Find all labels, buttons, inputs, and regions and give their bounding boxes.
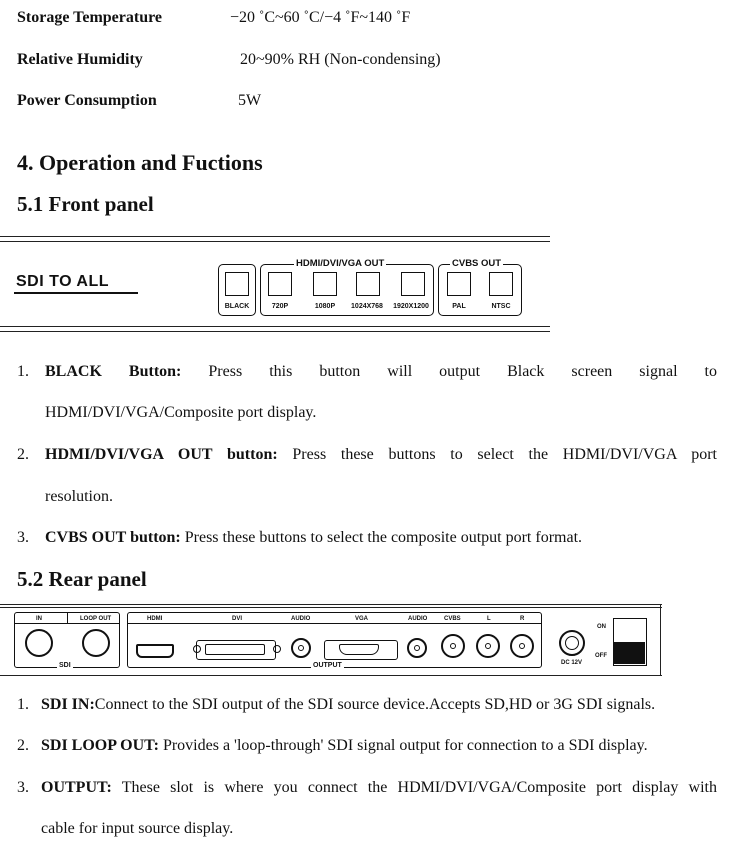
hdmi-out-group-title: HDMI/DVI/VGA OUT — [296, 258, 385, 269]
rear-item-3-num: 3. — [17, 779, 29, 796]
720p-button[interactable] — [268, 272, 292, 296]
sdi-in-label: IN — [36, 616, 42, 622]
front-item-1 — [45, 362, 717, 382]
front-brand-label: SDI TO ALL — [16, 273, 109, 290]
dvi-label: DVI — [232, 616, 243, 622]
rear-item-3-cont: cable for input source display. — [41, 820, 234, 837]
rear-item-3 — [41, 778, 717, 798]
ntsc-label: NTSC — [491, 303, 511, 310]
l-label: L — [487, 616, 491, 622]
audio-label-1: AUDIO — [291, 616, 311, 622]
spec-value-relative-humidity: 20~90% RH (Non-condensing) — [240, 51, 441, 68]
rear-item-1 — [41, 695, 655, 715]
ntsc-button[interactable] — [489, 272, 513, 296]
dc-12v-label: DC 12V — [561, 660, 583, 666]
1920x1200-button[interactable] — [401, 272, 425, 296]
spec-label-relative-humidity: Relative Humidity — [17, 51, 143, 68]
cvbs-out-group-title: CVBS OUT — [452, 258, 502, 269]
front-item-2-cont: resolution. — [45, 488, 113, 505]
dvi-port[interactable] — [196, 640, 276, 660]
rear-panel-diagram — [0, 604, 662, 676]
audio-r-port[interactable] — [510, 634, 534, 658]
audio-jack-2[interactable] — [407, 638, 427, 658]
rear-item-2 — [41, 736, 648, 756]
power-switch[interactable] — [613, 618, 647, 666]
sdi-loop-out-port[interactable] — [82, 629, 110, 657]
front-item-3-num: 3. — [17, 529, 29, 546]
front-item-3-term: CVBS OUT button: — [45, 529, 181, 546]
cvbs-label: CVBS — [444, 616, 461, 622]
vga-label: VGA — [355, 616, 369, 622]
front-item-1-term: BLACK Button: — [45, 363, 182, 380]
sdi-group-label: SDI — [59, 662, 71, 669]
black-button[interactable] — [225, 272, 249, 296]
front-item-2-text: Press these buttons to select the HDMI/DVI/VGA port — [292, 446, 718, 463]
1920x1200-label: 1920X1200 — [393, 303, 429, 310]
sdi-in-port[interactable] — [25, 629, 53, 657]
section-4-heading — [17, 150, 263, 176]
rear-item-3-text: These slot is where you connect the HDMI/DVI/VGA/Composite port display with — [121, 779, 718, 796]
spec-value-storage-temperature: −20 ˚C~60 ˚C/−4 ˚F~140 ˚F — [230, 9, 411, 26]
1080p-button[interactable] — [313, 272, 337, 296]
front-item-2-term: HDMI/DVI/VGA OUT button: — [45, 446, 278, 463]
rear-item-2-num: 2. — [17, 737, 29, 754]
front-item-1-num: 1. — [17, 363, 29, 380]
hdmi-label: HDMI — [147, 616, 163, 622]
audio-label-2: AUDIO — [408, 616, 428, 622]
vga-port[interactable] — [324, 640, 398, 660]
cvbs-port[interactable] — [441, 634, 465, 658]
front-panel-diagram — [0, 236, 550, 332]
1024x768-label: 1024X768 — [351, 303, 383, 310]
rear-item-1-num: 1. — [17, 696, 29, 713]
brand-underline — [14, 292, 138, 294]
spec-value-power-consumption: 5W — [238, 92, 262, 109]
spec-label-power-consumption: Power Consumption — [17, 92, 157, 109]
output-group-label: OUTPUT — [313, 662, 342, 669]
front-item-3 — [45, 528, 725, 548]
front-item-2-num: 2. — [17, 446, 29, 463]
switch-off-label: OFF — [595, 653, 607, 659]
rear-item-3-term: OUTPUT: — [41, 779, 112, 796]
r-label: R — [520, 616, 525, 622]
switch-on-label: ON — [597, 624, 606, 630]
rear-item-2-text: Provides a 'loop-through' SDI signal output for connection to a SDI display. — [162, 737, 648, 754]
section-4-title: 4. Operation and Fuctions — [17, 150, 263, 175]
spec-label-storage-temperature: Storage Temperature — [17, 9, 163, 26]
front-item-1-text: Press this button will output Black screen signal to — [208, 363, 717, 380]
front-panel-heading: 5.1 Front panel — [17, 192, 154, 216]
rear-item-1-term: SDI IN: — [41, 696, 95, 713]
audio-jack-1[interactable] — [291, 638, 311, 658]
720p-label: 720P — [271, 303, 289, 310]
pal-label: PAL — [452, 303, 466, 310]
rear-panel-heading: 5.2 Rear panel — [17, 567, 147, 591]
hdmi-port[interactable] — [136, 644, 174, 658]
pal-button[interactable] — [447, 272, 471, 296]
1024x768-button[interactable] — [356, 272, 380, 296]
1080p-label: 1080P — [314, 303, 336, 310]
rear-item-1-text: Connect to the SDI output of the SDI source device.Accepts SD,HD or 3G SDI signals. — [94, 696, 656, 713]
black-button-label: BLACK — [224, 303, 250, 310]
front-item-3-text: Press these buttons to select the composite output port format. — [184, 529, 583, 546]
front-item-2 — [45, 445, 717, 465]
front-item-1-cont: HDMI/DVI/VGA/Composite port display. — [45, 404, 317, 421]
sdi-loop-out-label: LOOP OUT — [80, 616, 112, 622]
rear-item-2-term: SDI LOOP OUT: — [41, 737, 159, 754]
audio-l-port[interactable] — [476, 634, 500, 658]
